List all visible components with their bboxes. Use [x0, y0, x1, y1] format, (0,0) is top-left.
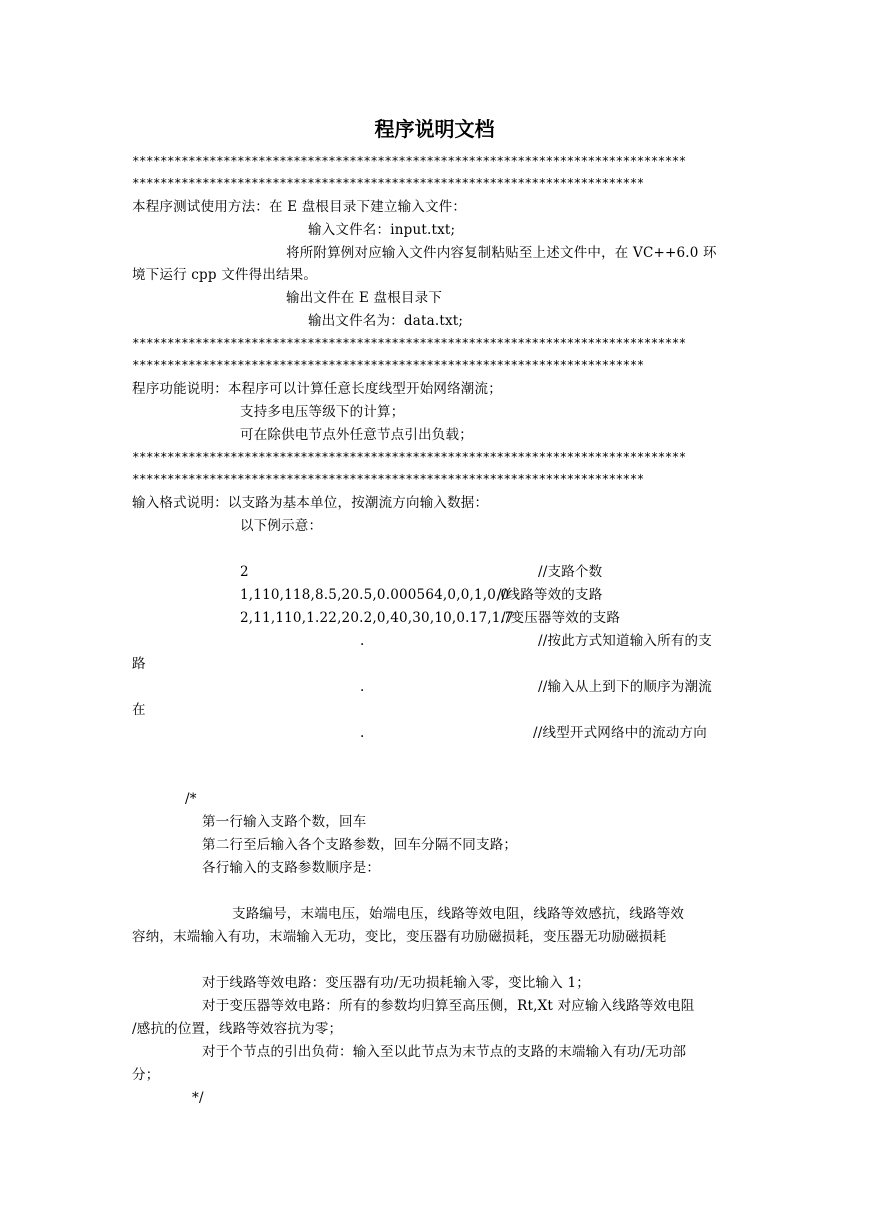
example-dot: .	[360, 679, 365, 695]
usage-instruction: 将所附算例对应输入文件内容复制粘贴至上述文件中，在 VC++6.0 环	[286, 245, 717, 261]
output-location: 输出文件在 E 盘根目录下	[286, 290, 443, 306]
example-dot: .	[360, 633, 365, 649]
param-order: 支路编号，末端电压，始端电压，线路等效电阻，线路等效感抗，线路等效	[232, 906, 685, 922]
format-heading: 输入格式说明：以支路为基本单位，按潮流方向输入数据：	[132, 495, 489, 511]
example-dot: .	[360, 725, 365, 741]
param-order-wrap: 容纳，末端输入有功，末端输入无功，变比，变压器有功励磁损耗，变压器无功励磁损耗	[132, 929, 667, 945]
comment-line: 第一行输入支路个数，回车	[202, 814, 367, 830]
example-data: 2	[240, 564, 249, 580]
comment-close: */	[192, 1090, 204, 1106]
comment-note-wrap: /感抗的位置，线路等效容抗为零；	[132, 1021, 343, 1037]
separator-line: *******************************************************************************	[132, 335, 686, 350]
function-heading: 程序功能说明：本程序可以计算任意长度线型开始网络潮流；	[132, 381, 502, 397]
example-comment-wrap: 路	[132, 656, 146, 672]
comment-note-wrap: 分；	[132, 1067, 160, 1083]
comment-note: 对于个节点的引出负荷：输入至以此节点为末节点的支路的末端输入有功/无功部	[202, 1044, 687, 1060]
separator-line: *************************************************************************	[132, 357, 644, 372]
comment-note: 对于变压器等效电路：所有的参数均归算至高压侧，Rt,Xt 对应输入线路等效电阻	[202, 998, 695, 1014]
output-filename: 输出文件名为：data.txt;	[308, 313, 464, 329]
comment-line: 第二行至后输入各个支路参数，回车分隔不同支路；	[202, 837, 518, 853]
comment-open: /*	[185, 791, 197, 807]
document-title: 程序说明文档	[374, 117, 495, 141]
separator-line: *************************************************************************	[132, 175, 644, 190]
example-comment: //变压器等效的支路	[501, 610, 621, 626]
format-example-label: 以下例示意：	[240, 518, 323, 534]
example-comment: //按此方式知道输入所有的支	[538, 633, 712, 649]
comment-line: 各行输入的支路参数顺序是：	[202, 860, 381, 876]
comment-note: 对于线路等效电路：变压器有功/无功损耗输入零，变比输入 1；	[202, 975, 590, 991]
separator-line: *************************************************************************	[132, 471, 644, 486]
input-filename: 输入文件名：input.txt;	[308, 222, 456, 238]
example-data: 2,11,110,1.22,20.2,0,40,30,10,0.17,1.7	[240, 610, 514, 626]
separator-line: *******************************************************************************	[132, 449, 686, 464]
usage-instruction-wrap: 境下运行 cpp 文件得出结果。	[132, 267, 318, 283]
function-item: 支持多电压等级下的计算；	[240, 404, 405, 420]
example-comment: //线路等效的支路	[497, 587, 603, 603]
usage-heading: 本程序测试使用方法：在 E 盘根目录下建立输入文件：	[132, 199, 467, 215]
separator-line: *******************************************************************************	[132, 153, 686, 168]
example-comment-wrap: 在	[132, 702, 146, 718]
example-data: 1,110,118,8.5,20.5,0.000564,0,0,1,0,0	[240, 587, 510, 603]
example-comment: //输入从上到下的顺序为潮流	[538, 679, 712, 695]
example-comment: //支路个数	[538, 564, 603, 580]
function-item: 可在除供电节点外任意节点引出负载；	[240, 427, 473, 443]
example-comment: //线型开式网络中的流动方向	[533, 725, 707, 741]
